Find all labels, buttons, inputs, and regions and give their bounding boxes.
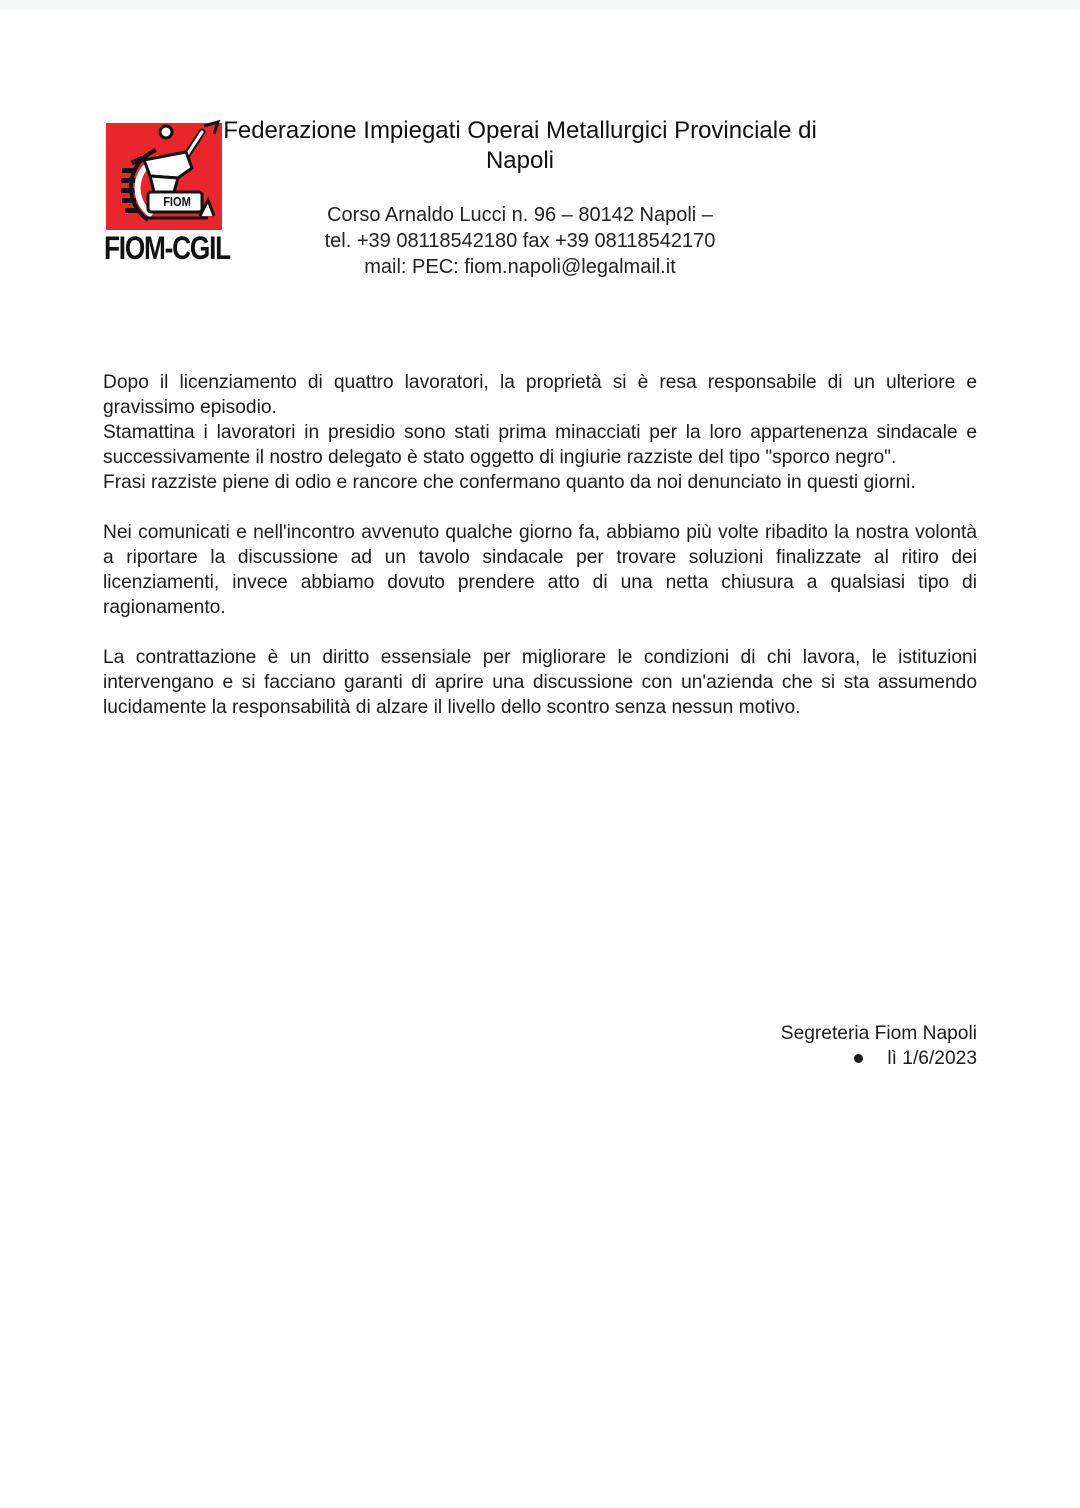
paragraph: Nei comunicati e nell'incontro avvenuto qualche giorno fa, abbiamo più volte ribadito la nostra volontà a riportare la discussione ad un tavolo sindacale per trovare soluzioni finalizzate al ritiro dei licenziamenti, invece abbiamo dovuto prendere atto di una netta chiusura a qualsiasi tipo di ragionamento. (103, 522, 977, 618)
logo-badge-text: FIOM (163, 194, 191, 209)
paragraph: La contrattazione è un diritto essensiale per migliorare le condizioni di chi lavora, le istituzioni intervengano e si facciano garanti di aprire una discussione con un'azienda che si sta assumendo lucidamente la responsabilità di alzare il livello dello scontro senza nessun motivo. (103, 647, 977, 718)
phone-fax-line: tel. +39 08118542180 fax +39 08118542170 (324, 230, 716, 252)
date-line (781, 1046, 977, 1071)
mail-line: mail: PEC: fiom.napoli@legalmail.it (364, 256, 676, 278)
paragraph-spacer (103, 495, 977, 520)
org-title-line2: Napoli (485, 147, 555, 174)
address-line: Corso Arnaldo Lucci n. 96 – 80142 Napoli – (327, 204, 713, 226)
paragraph: Frasi razziste piene di odio e rancore che confermano quanto da noi denunciato in questi giorni. (103, 472, 916, 493)
paragraph: Dopo il licenziamento di quattro lavoratori, la proprietà si è resa responsabile di un ulteriore e gravissimo episodio. (103, 372, 977, 418)
org-title-line1: Federazione Impiegati Operai Metallurgici Provinciale di (223, 117, 817, 144)
signature-name: Segreteria Fiom Napoli (780, 1023, 977, 1044)
signature-block (781, 1021, 977, 1071)
paragraph: Stamattina i lavoratori in presidio sono stati prima minacciati per la loro appartenenza sindacale e successivamente il nostro delegato è stato oggetto di ingiurie razziste del tipo "sporco negro". (103, 422, 977, 468)
letter-body (103, 370, 977, 720)
signature-date: lì 1/6/2023 (887, 1048, 977, 1069)
paragraph-spacer (103, 620, 977, 645)
top-strip (0, 0, 1080, 10)
bullet-icon (854, 1054, 863, 1063)
letterhead (200, 116, 840, 176)
logo-wordmark: FIOM-CGIL (104, 230, 230, 266)
address-block (250, 202, 790, 278)
